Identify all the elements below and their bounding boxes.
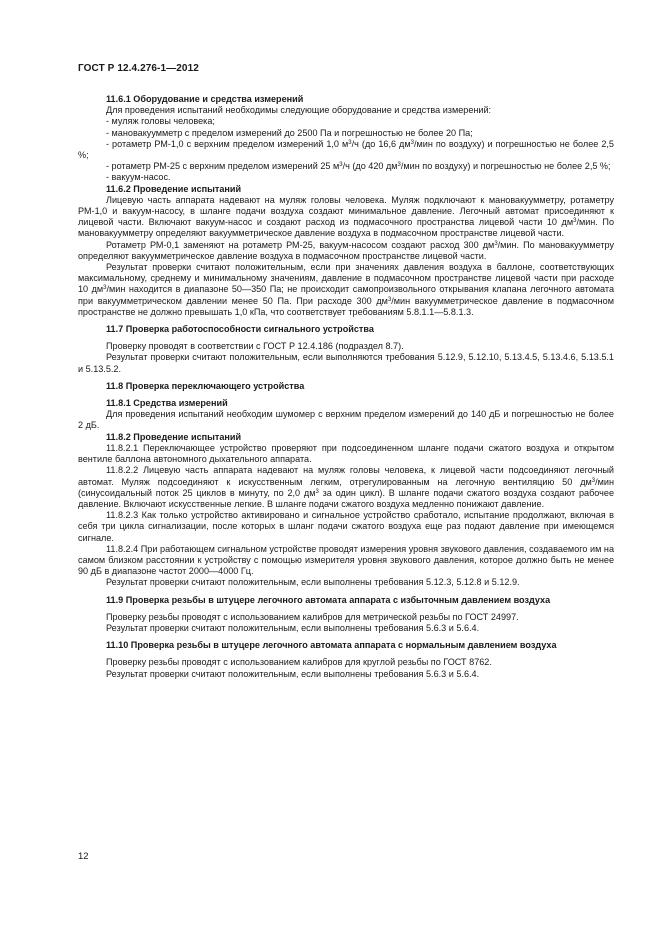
paragraph: Результат проверки считают положительным, если выполнены требования 5.6.3 и 5.6.4.	[106, 668, 480, 679]
paragraph: Результат проверки считают положительным, если выполнены требования 5.12.3, 5.12.8 и 5.12.9.	[106, 577, 520, 588]
paragraph: - ротаметр РМ-25 с верхним пределом измерений 25 $м^3/ч$ (до 420 $дм^3$/мин по воздуху) и погрешностью не более 2,5 %;	[106, 161, 611, 172]
section-heading: 11.8 Проверка переключающего устройства	[106, 380, 305, 391]
paragraph: 11.8.2.1 Переключающее устройство проверяют при подсоединенном шланге подачи сжатого воздуха и открытом вентиле баллона автономного дыхательного аппарата.	[78, 442, 614, 465]
section-heading: 11.9 Проверка резьбы в штуцере легочного автомата аппарата с избыточным давлением воздуха	[106, 594, 551, 605]
paragraph: - ротаметр РМ-1,0 с верхним пределом измерений 1,0 $м^3/ч$ (до 16,6 $дм^3$/мин по воздуху) и погрешностью не более 2,5 %;	[78, 138, 614, 161]
paragraph: Результат проверки считают положительным, если при значениях давления воздуха в баллоне, соответствующих максимальному, среднему и минимальному значениям, давление в подмасочном пространстве лицевой части при расходе 10 $дм^3$/мин находится в диапазоне 50—350 Па; не происходит самопроизвольного открывания клапана легочного автомата при вакуумметрическом давлении менее 50 Па. При расходе 300 $дм^3$/мин вакуумметрическое давление в подмасочном пространстве не должно превышать 1,0 кПа, что соответствует требованиям 5.8.1.1—5.8.1.3.	[78, 262, 615, 317]
paragraph: Проверку проводят в соответствии с ГОСТ Р 12.4.186 (подраздел 8.7).	[106, 341, 404, 352]
section-heading: 11.6.2 Проведение испытаний	[106, 183, 242, 194]
section-heading: 11.8.2 Проведение испытаний	[106, 431, 242, 442]
paragraph: Для проведения испытаний необходим шумомер с верхним пределом измерений до 140 дБ и погрешностью не более 2 дБ.	[78, 409, 614, 431]
paragraph: Лицевую часть аппарата надевают на муляж головы человека. Муляж подключают к мановакуумметру, ротаметру РМ-1,0 и вакуум-насосу, в шланге подачи воздуха создают минимальное давление. Легочный автомат присоединяют к лицевой части. Включают вакуум-насос и создают расход из подмасочного пространства лицевой части 10 $дм^3$/мин. По мановакуумметру определяют вакуумметрическое давление воздуха в подмасочном пространстве лицевой части.	[78, 194, 615, 239]
paragraph: Проверку резьбы проводят с использованием калибров для метрической резьбы по ГОСТ 24997.	[106, 611, 519, 622]
page-number: 12	[78, 851, 89, 862]
section-heading: 11.7 Проверка работоспособности сигнального устройства	[106, 324, 374, 335]
paragraph: Результат проверки считают положительным, если выполняются требования 5.12.9, 5.12.10, 5.13.4.5, 5.13.4.6, 5.13.5.1 и 5.13.5.2.	[78, 352, 614, 374]
paragraph: - мановакуумметр с пределом измерений до 2500 Па и погрешностью не более 20 Па;	[106, 127, 473, 138]
section-heading: 11.6.1 Оборудование и средства измерений	[106, 94, 304, 104]
paragraph: Результат проверки считают положительным, если выполнены требования 5.6.3 и 5.6.4.	[106, 622, 480, 633]
paragraph: - муляж головы человека;	[106, 116, 215, 127]
paragraph: Для проведения испытаний необходимы следующие оборудование и средства измерений:	[106, 105, 492, 116]
paragraph: 11.8.2.2 Лицевую часть аппарата надевают на муляж головы человека, к лицевой части подсоединяют легочный автомат. Муляж подсоединяют к искусственным легким, отрегулированным на легочную вентиляцию 50 $дм^3$/мин (синусоидальный поток 25 циклов в минуту, по 2,0 $дм^3$ за один цикл). В шланге подачи сжатого воздуха создают рабочее давление. Включают искусственные легкие. В шланге подачи сжатого воздуха медленно понижают давление.	[78, 465, 614, 509]
paragraph: - вакуум-насос.	[106, 172, 171, 183]
paragraph: Проверку резьбы проводят с использованием калибров для круглой резьбы по ГОСТ 8762.	[106, 657, 492, 668]
document-body	[78, 94, 614, 680]
paragraph: 11.8.2.3 Как только устройство активировано и сигнальное устройство сработало, испытание продолжают, включая в себя три цикла сигнализации, после которых в шланг подачи сжатого воздуха еще раз подают давление при имеющемся сигнале.	[78, 510, 614, 543]
section-heading: 11.8.1 Средства измерений	[106, 398, 228, 409]
paragraph: 11.8.2.4 При работающем сигнальном устройстве проводят измерения уровня звукового давления, создаваемого им на самом близком расстоянии к устройству с помощью измерителя уровня звукового давления, которое должно быть не менее 90 дБ в диапазоне частот 2000—4000 Гц.	[78, 543, 614, 577]
section-heading: 11.10 Проверка резьбы в штуцере легочного автомата аппарата с нормальным давлением воздуха	[106, 640, 557, 651]
page-header: ГОСТ Р 12.4.276-1—2012	[78, 63, 199, 74]
paragraph: Ротаметр РМ-0,1 заменяют на ротаметр РМ-25, вакуум-насосом создают расход 300 $дм^3$/мин. По мановакуумметру определяют вакуумметрическое давление воздуха в подмасочном пространстве лицевой части.	[78, 239, 614, 261]
